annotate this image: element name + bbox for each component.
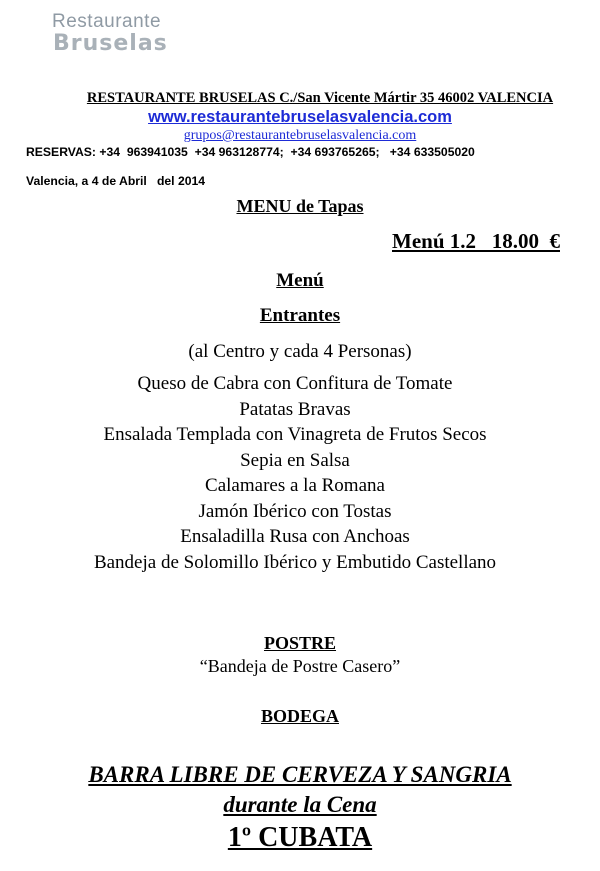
logo-text-bruselas: Bruselas [53, 31, 168, 56]
list-item: Patatas Bravas [239, 398, 351, 420]
restaurant-address: RESTAURANTE BRUSELAS C./San Vicente Mártir 35 46002 VALENCIA [86, 90, 554, 106]
list-item: Ensaladilla Rusa con Anchoas [180, 526, 410, 547]
list-item: Calamares a la Romana [205, 475, 385, 496]
menu-label: Menú [276, 270, 324, 291]
date-line: Valencia, a 4 de Abril del 2014 [26, 174, 206, 188]
drinks-during-dinner: durante la Cena [223, 792, 377, 817]
reservations-phones: RESERVAS: +34 963941035 +34 963128774; +34 693765265; +34 633505020 [26, 145, 475, 159]
restaurant-logo [52, 12, 202, 56]
starters-heading: Entrantes [259, 305, 341, 326]
list-item: Sepia en Salsa [240, 449, 350, 471]
logo-text-restaurante: Restaurante [52, 11, 162, 32]
email-link[interactable]: grupos@restaurantebruselasvalencia.com [183, 128, 417, 143]
list-item: Queso de Cabra con Confitura de Tomate [137, 373, 453, 394]
dessert-item: “Bandeja de Postre Casero” [199, 656, 401, 676]
menu-price: Menú 1.2 18.00 € [392, 229, 560, 253]
cellar-heading: BODEGA [260, 706, 339, 726]
drinks-open-bar: BARRA LIBRE DE CERVEZA Y SANGRIA [88, 762, 512, 787]
drinks-cubata: 1º CUBATA [227, 822, 373, 853]
list-item: Bandeja de Solomillo Ibérico y Embutido Castellano [93, 551, 497, 573]
starters-list [0, 371, 590, 575]
list-item: Jamón Ibérico con Tostas [198, 500, 392, 522]
list-item: Ensalada Templada con Vinagreta de Frutos Secos [103, 424, 487, 445]
starters-note: (al Centro y cada 4 Personas) [188, 341, 412, 362]
menu-title: MENU de Tapas [236, 196, 364, 216]
dessert-heading: POSTRE [263, 633, 337, 653]
website-link[interactable]: www.restaurantebruselasvalencia.com [148, 108, 452, 126]
